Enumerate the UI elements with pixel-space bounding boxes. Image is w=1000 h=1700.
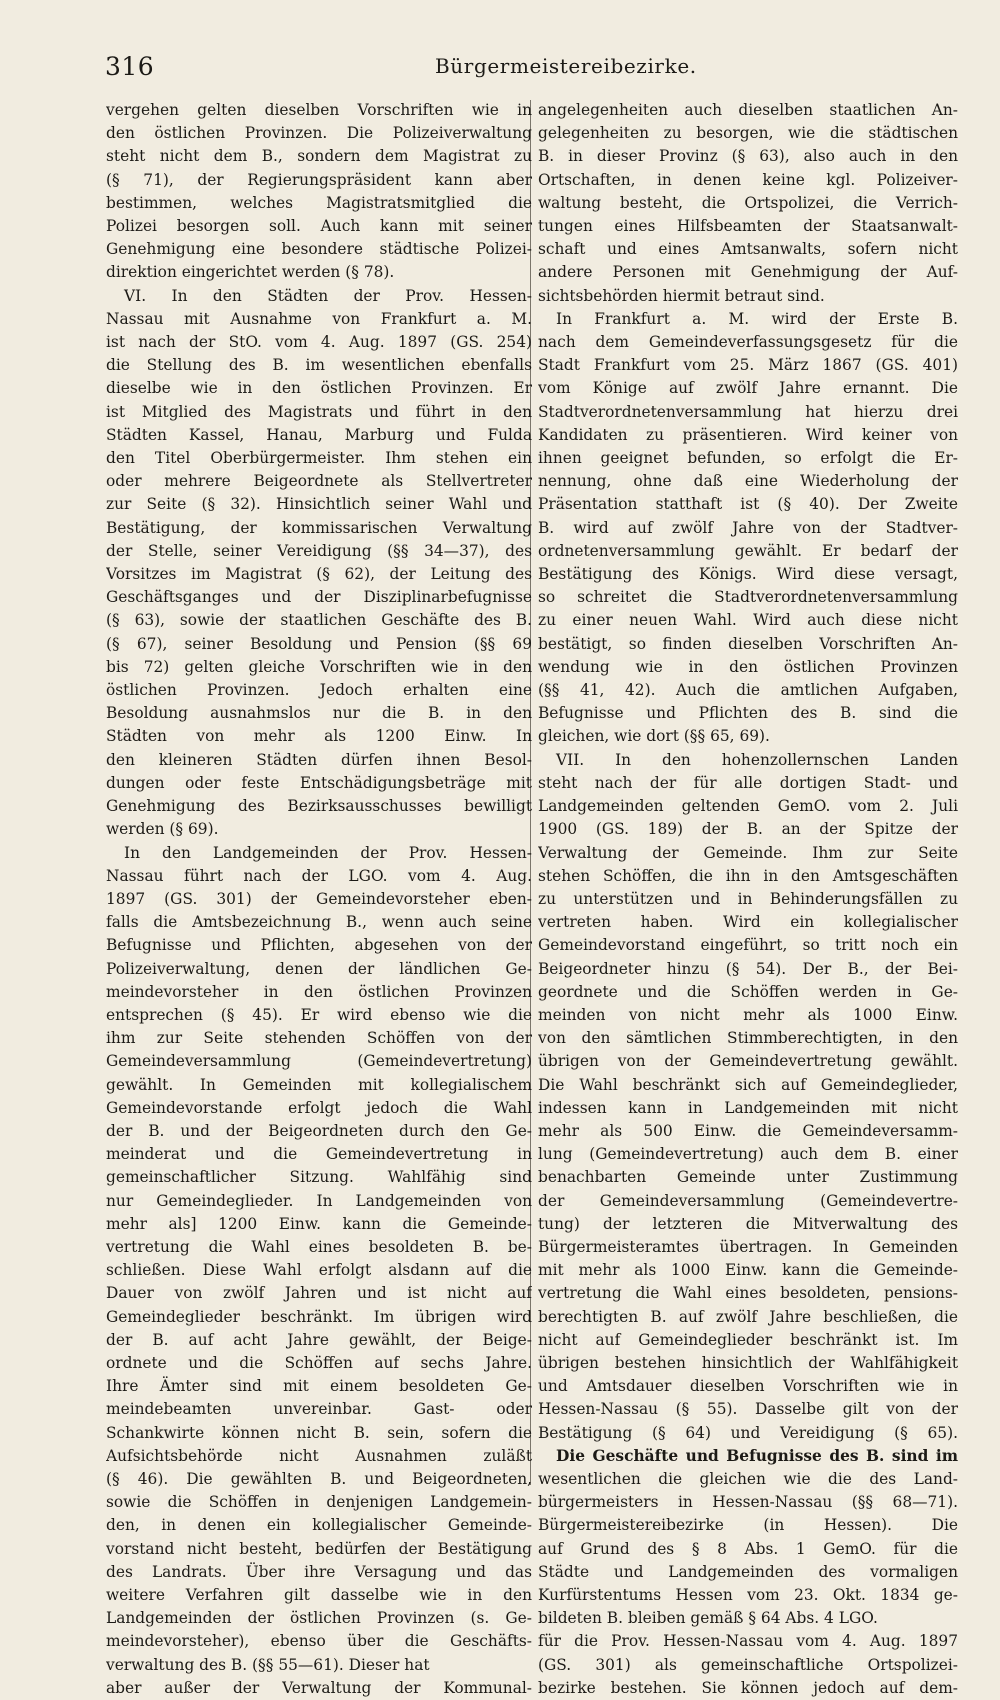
text-line: vertretung die Wahl eines besoldeten, pensions-: [538, 1284, 958, 1303]
text-line: vertreten haben. Wird ein kollegialischer: [538, 913, 958, 932]
text-line: gewählt. In Gemeinden mit kollegialischem: [106, 1075, 532, 1094]
text-line: der Gemeindeversammlung (Gemeindevertre-: [538, 1191, 958, 1210]
text-line: berechtigten B. auf zwölf Jahre beschließen, die: [538, 1307, 958, 1326]
text-line: weitere Verfahren gilt dasselbe wie in den: [106, 1586, 532, 1604]
text-line: Nassau mit Ausnahme von Frankfurt a. M.: [106, 309, 532, 328]
text-line: der Stelle, seiner Vereidigung (§§ 34—37), des: [106, 541, 532, 560]
text-line: bis 72) gelten gleiche Vorschriften wie in den: [106, 657, 532, 676]
text-line: und Amtsdauer dieselben Vorschriften wie in: [538, 1377, 958, 1396]
text-line: Bürgermeisteramtes übertragen. In Gemeinden: [538, 1237, 958, 1256]
text-line: Genehmigung eine besondere städtische Polizei-: [106, 240, 532, 259]
text-line: bildeten B. bleiben gemäß § 64 Abs. 4 LGO.: [538, 1609, 878, 1628]
text-line: den, in denen ein kollegialischer Gemeinde-: [106, 1516, 532, 1535]
text-line: meindevorsteher in den östlichen Provinzen: [106, 982, 532, 1001]
text-line: vom Könige auf zwölf Jahre ernannt. Die: [538, 379, 958, 398]
text-line: entsprechen (§ 45). Er wird ebenso wie die: [106, 1005, 532, 1024]
text-line: Nassau führt nach der LGO. vom 4. Aug.: [106, 866, 532, 885]
text-line: Bestätigung des Königs. Wird diese versagt,: [538, 565, 958, 584]
text-line: steht nach der für alle dortigen Stadt- und: [538, 773, 958, 792]
text-line: tung) der letzteren die Mitverwaltung des: [538, 1214, 958, 1233]
text-line: (§§ 41, 42). Auch die amtlichen Aufgaben,: [538, 681, 958, 700]
text-line: Gemeindeversammlung (Gemeindevertretung): [106, 1052, 532, 1071]
text-line: ihnen geeignet befunden, so erfolgt die Er-: [538, 449, 958, 468]
text-line: Vorsitzes im Magistrat (§ 62), der Leitung des: [106, 565, 532, 584]
text-line: Bestätigung (§ 64) und Vereidigung (§ 65).: [538, 1423, 958, 1442]
text-line: geordnete und die Schöffen werden in Ge-: [538, 982, 958, 1001]
text-line: Polizeiverwaltung, denen der ländlichen Ge-: [106, 959, 532, 978]
page-number: 316: [105, 52, 155, 81]
text-line: vergehen gelten dieselben Vorschriften wie in: [106, 101, 532, 119]
text-line: übrigen von der Gemeindevertretung gewählt.: [538, 1052, 958, 1071]
text-line: bestimmen, welches Magistratsmitglied die: [106, 193, 532, 212]
text-line: B. in dieser Provinz (§ 63), also auch in den: [538, 147, 958, 166]
text-line: B. wird auf zwölf Jahre von der Stadtver-: [538, 518, 958, 537]
text-line: des Landrats. Über ihre Versagung und das: [106, 1562, 532, 1581]
text-line: falls die Amtsbezeichnung B., wenn auch seine: [106, 913, 532, 932]
text-line: steht nicht dem B., sondern dem Magistrat zu: [106, 147, 532, 166]
text-line: vertretung die Wahl eines besoldeten B. be-: [106, 1237, 532, 1256]
text-line: östlichen Provinzen. Jedoch erhalten eine: [106, 681, 532, 700]
text-line: direktion eingerichtet werden (§ 78).: [106, 263, 395, 282]
text-line: Dauer von zwölf Jahren und ist nicht auf: [106, 1284, 532, 1303]
text-line: bezirke bestehen. Sie können jedoch auf dem-: [538, 1678, 958, 1697]
text-line: Gemeindeglieder beschränkt. Im übrigen wird: [106, 1307, 532, 1326]
text-line: vorstand nicht besteht, bedürfen der Bestätigung: [106, 1539, 532, 1558]
text-line: Landgemeinden geltenden GemO. vom 2. Juli: [538, 797, 958, 816]
text-line: (§ 71), der Regierungspräsident kann aber: [106, 170, 532, 189]
text-line: aber außer der Verwaltung der Kommunal-: [106, 1678, 532, 1697]
text-line: zu unterstützen und in Behinderungsfällen zu: [538, 889, 958, 908]
text-line: nennung, ohne daß eine Wiederholung der: [538, 472, 958, 491]
text-line: 1897 (GS. 301) der Gemeindevorsteher eben-: [106, 889, 532, 908]
text-line: Städte und Landgemeinden des vormaligen: [538, 1562, 958, 1581]
text-line: Städten von mehr als 1200 Einw. In: [106, 727, 532, 746]
text-line: für die Prov. Hessen-Nassau vom 4. Aug. 1897: [538, 1632, 958, 1651]
text-line: schließen. Diese Wahl erfolgt alsdann auf die: [106, 1261, 532, 1280]
text-line: Präsentation statthaft ist (§ 40). Der Zweite: [538, 495, 958, 514]
text-line: Besoldung ausnahmslos nur die B. in den: [106, 704, 532, 723]
left-column: [106, 99, 532, 1700]
text-line: Stadt Frankfurt vom 25. März 1867 (GS. 401): [538, 356, 958, 375]
text-line: (GS. 301) als gemeinschaftliche Ortspolizei-: [538, 1655, 958, 1674]
text-line: nach dem Gemeindeverfassungsgesetz für die: [538, 333, 958, 352]
text-line: den kleineren Städten dürfen ihnen Besol-: [106, 750, 532, 769]
text-line: (§ 67), seiner Besoldung und Pension (§§ 69: [106, 634, 532, 653]
text-line: auf Grund des § 8 Abs. 1 GemO. für die: [538, 1539, 958, 1558]
text-line: wesentlichen die gleichen wie die des Land-: [538, 1469, 958, 1488]
text-line: dungen oder feste Entschädigungsbeträge mit: [106, 773, 532, 792]
text-line: In Frankfurt a. M. wird der Erste B.: [556, 309, 958, 328]
text-line: (§ 46). Die gewählten B. und Beigeordneten,: [106, 1469, 532, 1488]
text-line: mit mehr als 1000 Einw. kann die Gemeinde-: [538, 1261, 958, 1280]
text-line: Schankwirte können nicht B. sein, sofern die: [106, 1423, 532, 1442]
text-line: Beigeordneter hinzu (§ 54). Der B., der Bei-: [538, 959, 958, 978]
text-line: sowie die Schöffen in denjenigen Landgemein-: [106, 1493, 532, 1512]
text-line: gelegenheiten zu besorgen, wie die städtischen: [538, 124, 958, 143]
text-line: Bestätigung, der kommissarischen Verwaltung: [106, 518, 532, 537]
text-line: meinden von nicht mehr als 1000 Einw.: [538, 1005, 958, 1024]
text-line: ihm zur Seite stehenden Schöffen von der: [106, 1029, 532, 1048]
text-line: die Stellung des B. im wesentlichen ebenfalls: [106, 356, 532, 375]
text-line: angelegenheiten auch dieselben staatlichen An-: [538, 101, 958, 119]
text-line: Kandidaten zu präsentieren. Wird keiner von: [538, 425, 958, 444]
text-line: tungen eines Hilfsbeamten der Staatsanwalt-: [538, 217, 958, 236]
text-line: ordnete und die Schöffen auf sechs Jahre.: [106, 1353, 532, 1372]
text-line: Ihre Ämter sind mit einem besoldeten Ge-: [106, 1377, 532, 1396]
text-line: von den sämtlichen Stimmberechtigten, in den: [538, 1029, 958, 1048]
text-line: VII. In den hohenzollernschen Landen: [556, 750, 958, 769]
text-line: mehr als] 1200 Einw. kann die Gemeinde-: [106, 1214, 532, 1233]
text-line: so schreitet die Stadtverordnetenversammlung: [538, 588, 958, 607]
text-line: Befugnisse und Pflichten, abgesehen von der: [106, 936, 532, 955]
text-line: meindevorsteher), ebenso über die Geschäfts-: [106, 1632, 532, 1651]
text-line: Die Wahl beschränkt sich auf Gemeindeglieder,: [538, 1075, 958, 1094]
text-line: mehr als 500 Einw. die Gemeindeversamm-: [538, 1121, 958, 1140]
text-line: gleichen, wie dort (§§ 65, 69).: [538, 727, 770, 746]
text-line: nicht auf Gemeindeglieder beschränkt ist. Im: [538, 1330, 958, 1349]
text-line: werden (§ 69).: [106, 820, 219, 839]
text-line: Gemeindevorstande erfolgt jedoch die Wahl: [106, 1098, 532, 1117]
text-line: wendung wie in den östlichen Provinzen: [538, 657, 958, 676]
text-line: bürgermeisters in Hessen-Nassau (§§ 68—71).: [538, 1493, 958, 1512]
text-line: Stadtverordnetenversammlung hat hierzu drei: [538, 402, 958, 421]
text-line: VI. In den Städten der Prov. Hessen-: [124, 286, 532, 305]
text-line: meinderat und die Gemeindevertretung in: [106, 1145, 532, 1164]
text-line: nur Gemeindeglieder. In Landgemeinden von: [106, 1191, 532, 1210]
text-line: ist Mitglied des Magistrats und führt in den: [106, 402, 532, 421]
text-line: der B. auf acht Jahre gewählt, der Beige-: [106, 1330, 532, 1349]
text-line: schaft und eines Amtsanwalts, sofern nicht: [538, 240, 958, 259]
text-line: In den Landgemeinden der Prov. Hessen-: [124, 843, 532, 862]
text-line: Die Geschäfte und Befugnisse des B. sind im: [556, 1446, 958, 1465]
text-line: oder mehrere Beigeordnete als Stellvertreter: [106, 472, 532, 491]
text-line: Hessen-Nassau (§ 55). Dasselbe gilt von der: [538, 1400, 958, 1419]
page-header: [105, 52, 940, 88]
text-line: der B. und der Beigeordneten durch den Ge-: [106, 1121, 532, 1140]
running-title: Bürgermeistereibezirke.: [435, 54, 697, 78]
text-line: indessen kann in Landgemeinden mit nicht: [538, 1098, 958, 1117]
text-line: Polizei besorgen soll. Auch kann mit seiner: [106, 217, 532, 236]
text-line: Gemeindevorstand eingeführt, so tritt noch ein: [538, 936, 958, 955]
text-line: Aufsichtsbehörde nicht Ausnahmen zuläßt: [106, 1446, 532, 1465]
text-line: übrigen bestehen hinsichtlich der Wahlfähigkeit: [538, 1353, 958, 1372]
text-line: Geschäftsganges und der Disziplinarbefugnisse: [106, 588, 532, 607]
text-line: Kurfürstentums Hessen vom 23. Okt. 1834 ge-: [538, 1586, 958, 1604]
text-line: Ortschaften, in denen keine kgl. Polizeiver-: [538, 170, 958, 189]
text-line: bestätigt, so finden dieselben Vorschriften An-: [538, 634, 958, 653]
text-line: zur Seite (§ 32). Hinsichtlich seiner Wahl und: [106, 495, 532, 514]
text-line: 1900 (GS. 189) der B. an der Spitze der: [538, 820, 958, 839]
text-line: den östlichen Provinzen. Die Polizeiverwaltung: [106, 124, 532, 143]
text-line: Bürgermeistereibezirke (in Hessen). Die: [538, 1516, 958, 1535]
text-line: waltung besteht, die Ortspolizei, die Verrich-: [538, 193, 958, 212]
right-column: [538, 99, 958, 1700]
text-line: dieselbe wie in den östlichen Provinzen. Er: [106, 379, 532, 398]
text-line: stehen Schöffen, die ihn in den Amtsgeschäften: [538, 866, 958, 885]
text-line: Landgemeinden der östlichen Provinzen (s. Ge-: [106, 1609, 532, 1628]
text-line: meindebeamten unvereinbar. Gast- oder: [106, 1400, 532, 1419]
text-line: gemeinschaftlicher Sitzung. Wahlfähig sind: [106, 1168, 532, 1187]
text-line: Verwaltung der Gemeinde. Ihm zur Seite: [538, 843, 958, 862]
text-line: sichtsbehörden hiermit betraut sind.: [538, 286, 825, 305]
text-line: Städten Kassel, Hanau, Marburg und Fulda: [106, 425, 532, 444]
text-line: ist nach der StO. vom 4. Aug. 1897 (GS. 254): [106, 333, 532, 352]
text-line: verwaltung des B. (§§ 55—61). Dieser hat: [106, 1655, 430, 1674]
text-line: benachbarten Gemeinde unter Zustimmung: [538, 1168, 958, 1187]
text-line: Befugnisse und Pflichten des B. sind die: [538, 704, 958, 723]
text-line: Genehmigung des Bezirksausschusses bewilligt: [106, 797, 532, 816]
text-line: ordnetenversammlung gewählt. Er bedarf der: [538, 541, 958, 560]
text-line: (§ 63), sowie der staatlichen Geschäfte des B.: [106, 611, 532, 630]
text-line: lung (Gemeindevertretung) auch dem B. einer: [538, 1145, 958, 1164]
text-line: zu einer neuen Wahl. Wird auch diese nicht: [538, 611, 958, 630]
text-line: andere Personen mit Genehmigung der Auf-: [538, 263, 958, 282]
text-line: den Titel Oberbürgermeister. Ihm stehen ein: [106, 449, 532, 468]
